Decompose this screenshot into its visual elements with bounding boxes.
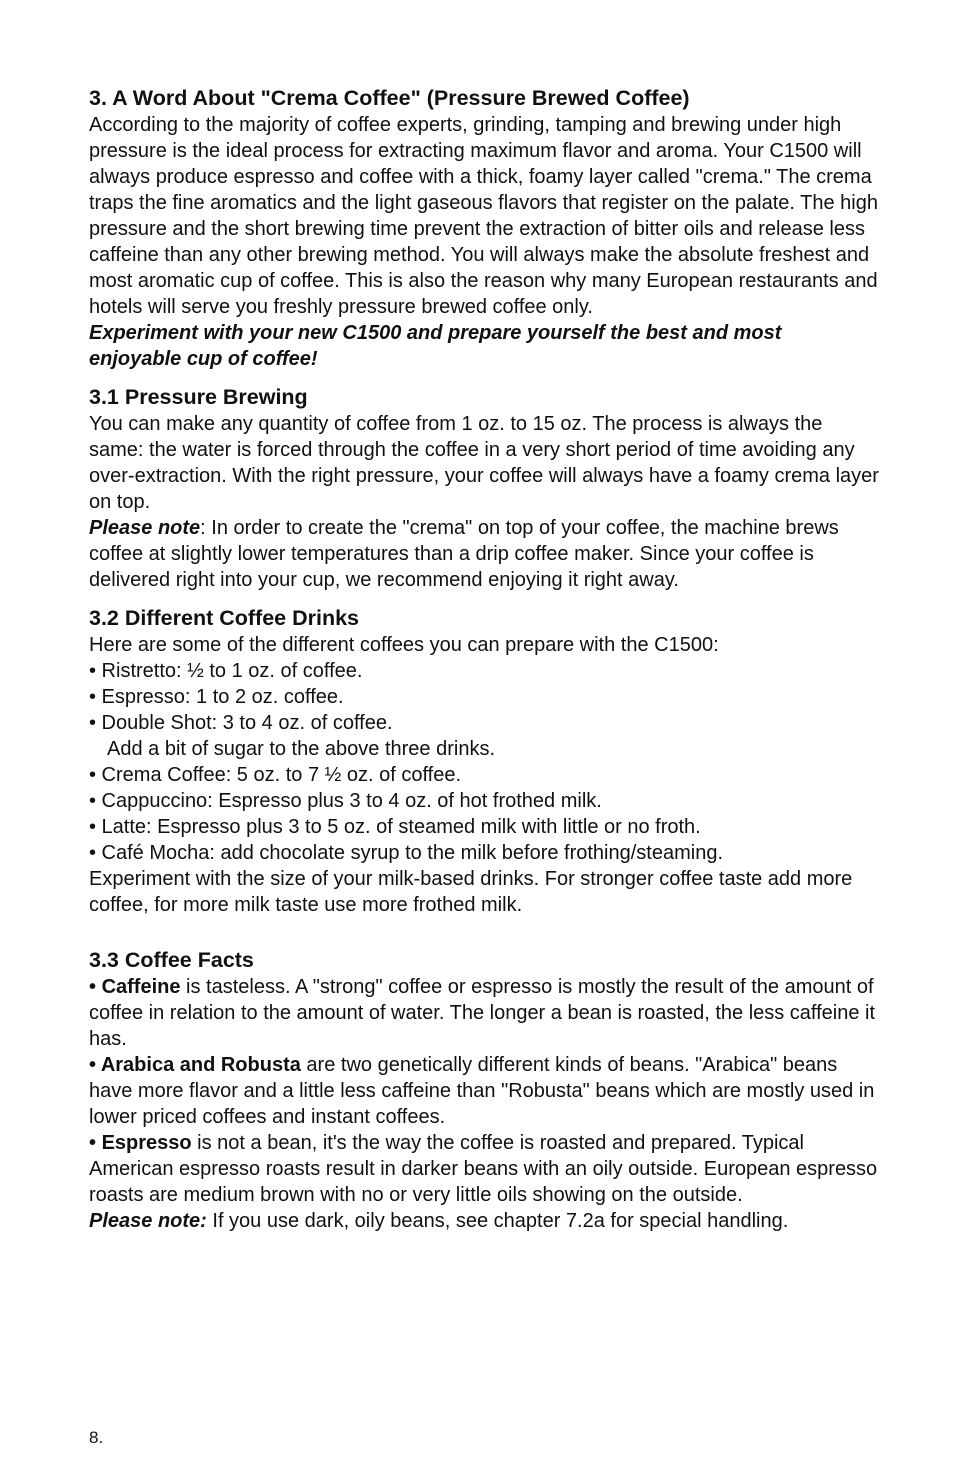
- bullet: •: [89, 976, 102, 998]
- section-3-body: According to the majority of coffee experts, grinding, tamping and brewing under high pressure is the ideal process for extracting maximum flavor and aroma. Your C1500 will always produce espresso and coffee with a thick, foamy layer called "crema." The crema traps the fine aromatics and the light gaseous flavors that register on the palate. The high pressure and the short brewing time prevent the extraction of bitter oils and release less caffeine than any other brewing method. You will always make the absolute freshest and most aromatic cup of coffee. This is also the reason why many European restaurants and hotels will serve you freshly pressure brewed coffee only.: [89, 114, 878, 318]
- bullet: •: [89, 1132, 102, 1154]
- note-label: Please note: [89, 517, 201, 539]
- note-label: Please note:: [89, 1210, 207, 1232]
- manual-page: [89, 84, 879, 1234]
- page-number: 8.: [89, 1428, 104, 1447]
- list-item: • Latte: Espresso plus 3 to 5 oz. of steamed milk with little or no froth.: [89, 816, 701, 838]
- section-3-2-intro: Here are some of the different coffees you can prepare with the C1500:: [89, 634, 719, 656]
- fact-text: is tasteless. A "strong" coffee or espresso is mostly the result of the amount of coffee in relation to the amount of water. The longer a bean is roasted, the less caffeine it has.: [89, 976, 876, 1050]
- list-item: • Espresso: 1 to 2 oz. coffee.: [89, 686, 344, 708]
- fact-term: Arabica and Robusta: [100, 1054, 301, 1076]
- section-3-1-heading: 3.1 Pressure Brewing: [89, 385, 308, 409]
- section-3-heading: 3. A Word About "Crema Coffee" (Pressure Brewed Coffee): [89, 86, 690, 110]
- section-3-emphasis: Experiment with your new C1500 and prepare yourself the best and most enjoyable cup of coffee!: [89, 322, 782, 370]
- section-3-3-heading: 3.3 Coffee Facts: [89, 948, 254, 972]
- section-3-1-note: [89, 515, 879, 593]
- fact-term: Espresso: [101, 1132, 192, 1154]
- coffee-drinks-list: [89, 658, 879, 866]
- fact-term: Caffeine: [101, 976, 181, 998]
- note-text: If you use dark, oily beans, see chapter 7.2a for special handling.: [206, 1210, 789, 1232]
- fact-espresso: [89, 1130, 879, 1208]
- list-item: • Crema Coffee: 5 oz. to 7 ½ oz. of coffee.: [89, 764, 462, 786]
- section-3-1-body: You can make any quantity of coffee from 1 oz. to 15 oz. The process is always the same: the water is forced through the coffee in a very short period of time avoiding any over-extraction. With the right pressure, your coffee will always have a foamy crema layer on top.: [89, 413, 879, 513]
- fact-text: are two genetically different kinds of beans. "Arabica" beans have more flavor and a little less caffeine than "Robusta" beans which are mostly used in lower priced coffees and instant coffees.: [89, 1054, 875, 1128]
- list-item-note: Add a bit of sugar to the above three drinks.: [107, 738, 496, 760]
- fact-caffeine: [89, 974, 879, 1052]
- fact-arabica-robusta: [89, 1052, 879, 1130]
- list-item: • Cappuccino: Espresso plus 3 to 4 oz. of hot frothed milk.: [89, 790, 602, 812]
- list-item: • Double Shot: 3 to 4 oz. of coffee.: [89, 712, 393, 734]
- list-item: • Ristretto: ½ to 1 oz. of coffee.: [89, 660, 363, 682]
- section-3-3-note: [89, 1208, 879, 1234]
- note-text: : In order to create the "crema" on top of your coffee, the machine brews coffee at slightly lower temperatures than a drip coffee maker. Since your coffee is delivered right into your cup, we recommend enjoying it right away.: [89, 517, 839, 591]
- section-3-2-outro: Experiment with the size of your milk-based drinks. For stronger coffee taste add more coffee, for more milk taste use more frothed milk.: [89, 868, 853, 916]
- list-item: • Café Mocha: add chocolate syrup to the milk before frothing/steaming.: [89, 842, 724, 864]
- bullet: •: [89, 1054, 101, 1076]
- section-3-2-heading: 3.2 Different Coffee Drinks: [89, 606, 360, 630]
- fact-text: is not a bean, it's the way the coffee is roasted and prepared. Typical American espresso roasts result in darker beans with an oily outside. European espresso roasts are medium brown with no or very little oils showing on the outside.: [89, 1132, 878, 1206]
